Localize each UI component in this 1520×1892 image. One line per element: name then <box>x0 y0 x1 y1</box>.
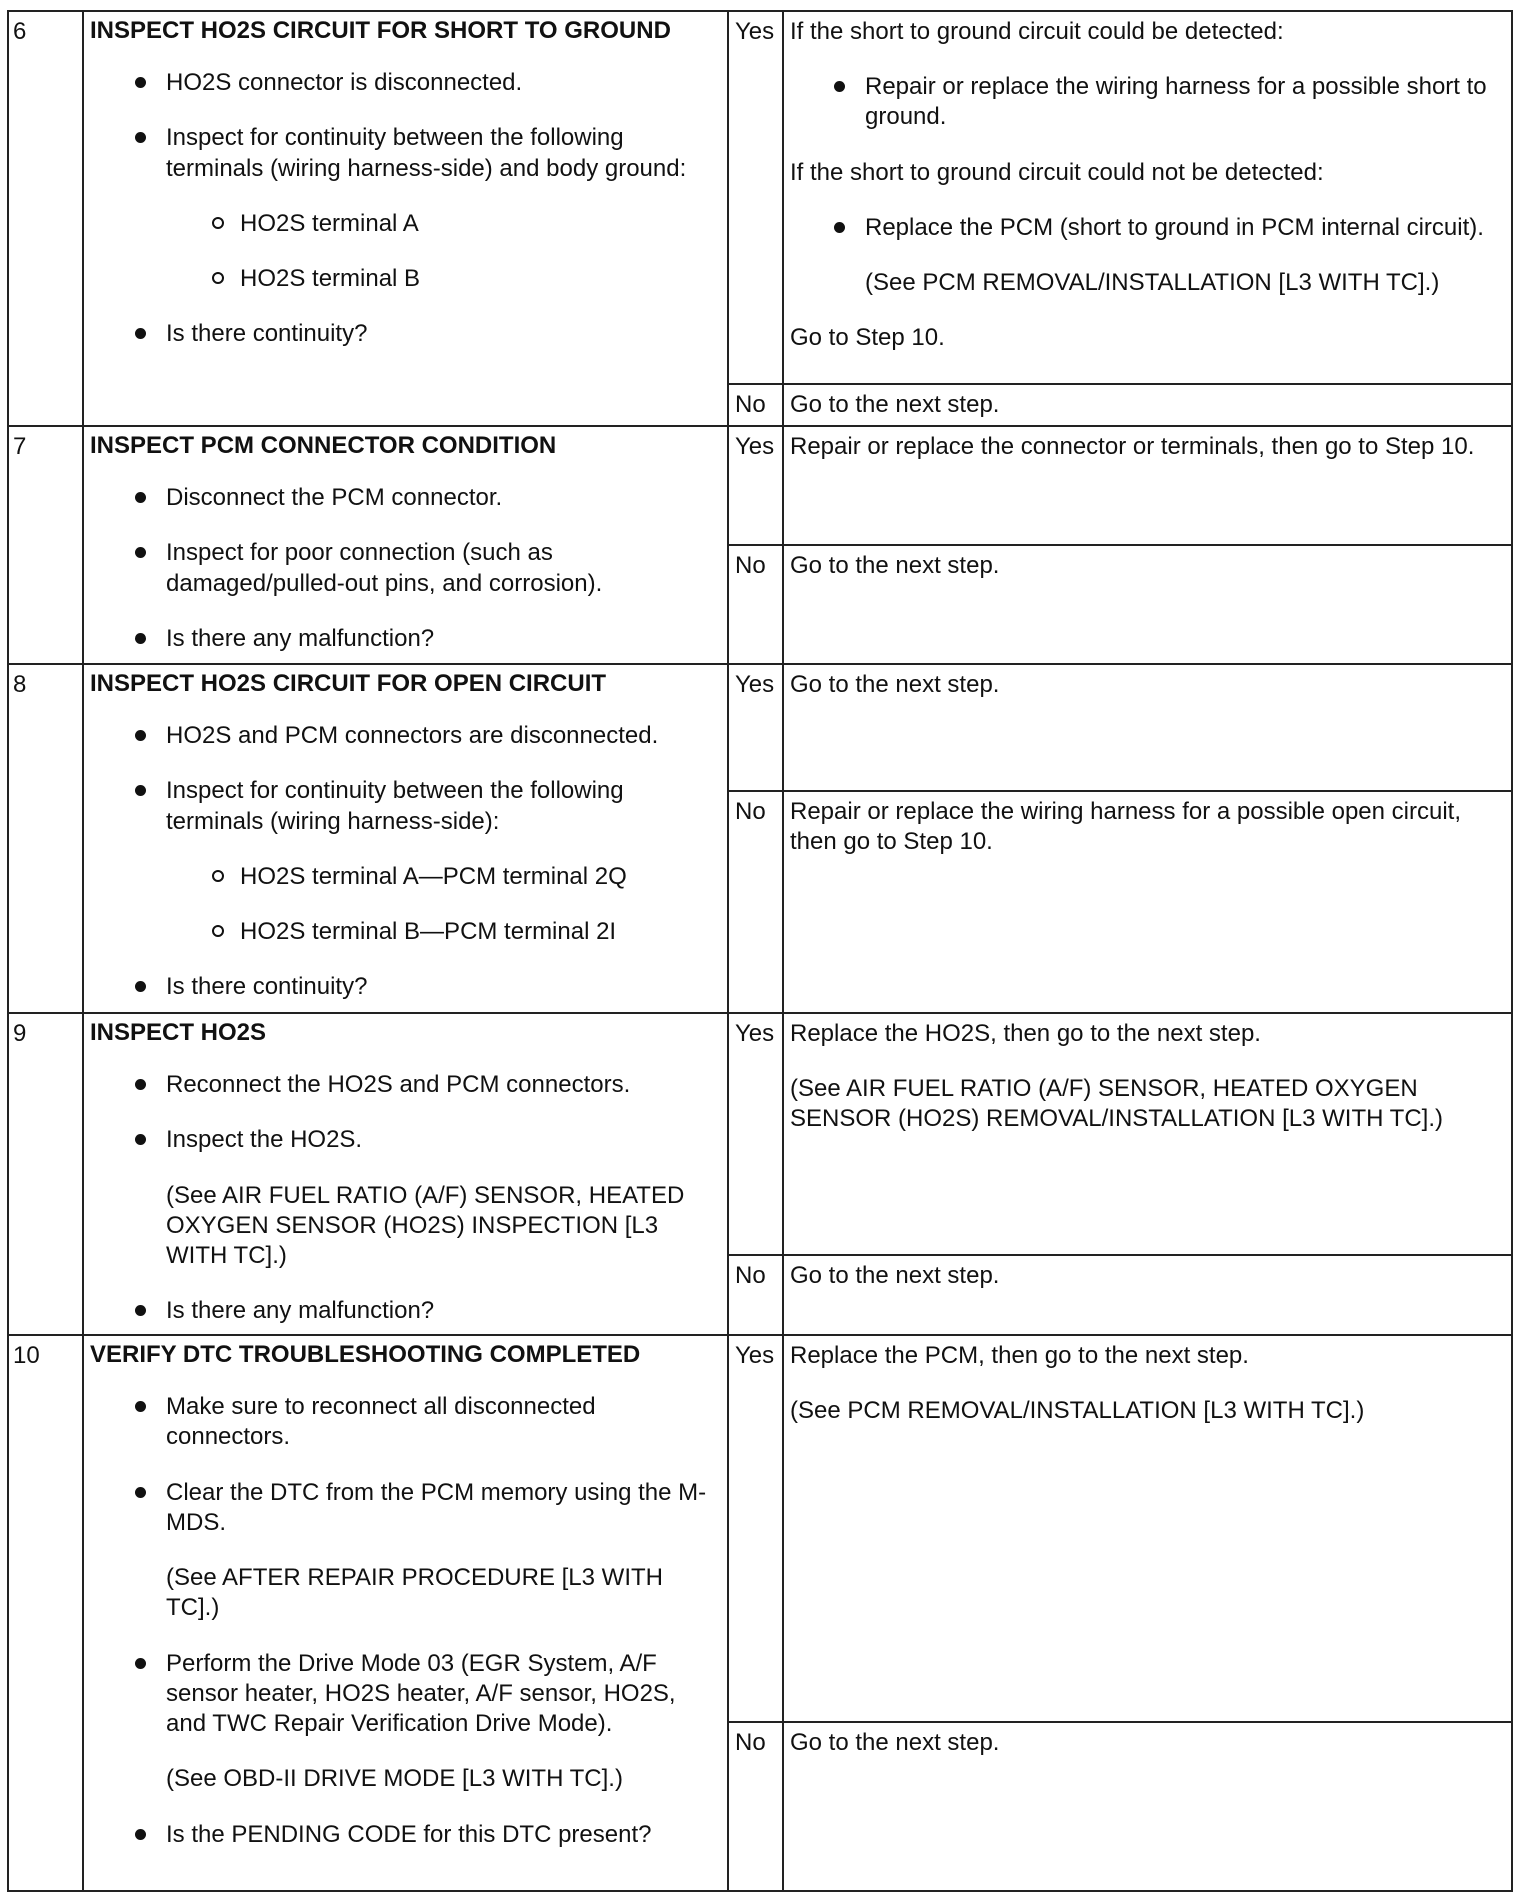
step-8-no-result: Repair or replace the wiring harness for a possible open circuit, then go to Step 10. <box>783 791 1512 1013</box>
step-10-yes-label: Yes <box>728 1335 783 1722</box>
step-10-number: 10 <box>8 1335 83 1891</box>
step-9-yes-row <box>8 1013 1512 1255</box>
step-6-yes-bullet-1: Repair or replace the wiring harness for a possible short to ground. <box>790 72 1505 132</box>
step-10-bullet-3: Perform the Drive Mode 03 (EGR System, A/F sensor heater, HO2S heater, A/F sensor, HO2S, and TWC Repair Verification Drive Mode). <box>90 1649 721 1740</box>
step-10-bullet-1: Make sure to reconnect all disconnected connectors. <box>90 1392 721 1452</box>
step-8-no-label: No <box>728 791 783 1013</box>
step-8-yes-result: Go to the next step. <box>783 664 1512 791</box>
step-6-yes-para-3: Go to Step 10. <box>790 324 945 352</box>
step-9-note: (See AIR FUEL RATIO (A/F) SENSOR, HEATED OXYGEN SENSOR (HO2S) INSPECTION [L3 WITH TC].) <box>166 1181 685 1270</box>
step-10-yes-row <box>8 1335 1512 1722</box>
step-9-bullet-2: Inspect the HO2S. <box>90 1125 721 1155</box>
step-6-yes-bullet-2: Replace the PCM (short to ground in PCM internal circuit). <box>790 213 1505 243</box>
step-6-number: 6 <box>8 11 83 426</box>
step-7-yes-label: Yes <box>728 426 783 545</box>
step-6-yes-note: (See PCM REMOVAL/INSTALLATION [L3 WITH TC].) <box>865 269 1440 297</box>
step-8-yes-row <box>8 664 1512 791</box>
step-7-title: INSPECT PCM CONNECTOR CONDITION <box>90 432 557 459</box>
step-10-note-1: (See AFTER REPAIR PROCEDURE [L3 WITH TC].) <box>166 1564 663 1622</box>
step-9-no-label: No <box>728 1255 783 1335</box>
step-7-no-label: No <box>728 545 783 664</box>
step-8-title: INSPECT HO2S CIRCUIT FOR OPEN CIRCUIT <box>90 670 607 697</box>
step-10-yes-para: Replace the PCM, then go to the next step. <box>790 1342 1249 1369</box>
step-7-no-result: Go to the next step. <box>783 545 1512 664</box>
step-6-title: INSPECT HO2S CIRCUIT FOR SHORT TO GROUND <box>90 17 671 44</box>
step-9-bullet-3: Is there any malfunction? <box>90 1296 721 1326</box>
step-10-no-label: No <box>728 1722 783 1891</box>
step-7-yes-row <box>8 426 1512 545</box>
step-7-bullet-2: Inspect for poor connection (such as damaged/pulled-out pins, and corrosion). <box>90 538 721 598</box>
step-9-bullet-1: Reconnect the HO2S and PCM connectors. <box>90 1070 721 1100</box>
step-8-yes-label: Yes <box>728 664 783 791</box>
step-9-yes-label: Yes <box>728 1013 783 1255</box>
step-10-title: VERIFY DTC TROUBLESHOOTING COMPLETED <box>90 1341 641 1368</box>
step-9-action <box>83 1013 728 1335</box>
step-9-title: INSPECT HO2S <box>90 1019 267 1046</box>
step-6-yes-label: Yes <box>728 11 783 384</box>
step-6-sub-1: HO2S terminal A <box>90 209 721 239</box>
step-9-yes-para: Replace the HO2S, then go to the next step. <box>790 1020 1261 1047</box>
step-8-action <box>83 664 728 1013</box>
step-8-bullet-1: HO2S and PCM connectors are disconnected. <box>90 721 721 751</box>
step-10-bullet-4: Is the PENDING CODE for this DTC present? <box>90 1820 721 1850</box>
step-6-no-label: No <box>728 384 783 426</box>
step-8-sub-1: HO2S terminal A—PCM terminal 2Q <box>90 862 721 892</box>
step-6-yes-result <box>783 11 1512 384</box>
step-6-yes-para-1: If the short to ground circuit could be detected: <box>790 18 1284 45</box>
step-10-action <box>83 1335 728 1891</box>
step-7-action <box>83 426 728 664</box>
step-6-no-result: Go to the next step. <box>783 384 1512 426</box>
step-8-bullet-2: Inspect for continuity between the following terminals (wiring harness-side): <box>90 776 721 836</box>
troubleshooting-table <box>7 10 1513 1892</box>
step-9-yes-note: (See AIR FUEL RATIO (A/F) SENSOR, HEATED OXYGEN SENSOR (HO2S) REMOVAL/INSTALLATION [L3 WITH TC].) <box>790 1075 1443 1133</box>
step-10-bullet-2: Clear the DTC from the PCM memory using the M-MDS. <box>90 1478 721 1538</box>
step-9-no-result: Go to the next step. <box>783 1255 1512 1335</box>
step-8-number: 8 <box>8 664 83 1013</box>
step-7-yes-result: Repair or replace the connector or terminals, then go to Step 10. <box>783 426 1512 545</box>
step-6-bullet-2: Inspect for continuity between the following terminals (wiring harness-side) and body ground: <box>90 123 721 183</box>
step-10-note-2: (See OBD-II DRIVE MODE [L3 WITH TC].) <box>166 1765 623 1793</box>
step-7-number: 7 <box>8 426 83 664</box>
step-10-yes-result <box>783 1335 1512 1722</box>
step-7-bullet-3: Is there any malfunction? <box>90 624 721 654</box>
step-6-bullet-3: Is there continuity? <box>90 319 721 349</box>
step-8-bullet-3: Is there continuity? <box>90 972 721 1002</box>
step-6-yes-row <box>8 11 1512 384</box>
step-10-no-result: Go to the next step. <box>783 1722 1512 1891</box>
step-6-sub-2: HO2S terminal B <box>90 264 721 294</box>
step-7-bullet-1: Disconnect the PCM connector. <box>90 483 721 513</box>
step-6-yes-para-2: If the short to ground circuit could not be detected: <box>790 158 1324 186</box>
step-9-number: 9 <box>8 1013 83 1335</box>
step-9-yes-result <box>783 1013 1512 1255</box>
step-6-bullet-1: HO2S connector is disconnected. <box>90 68 721 98</box>
step-6-action <box>83 11 728 426</box>
step-10-yes-note: (See PCM REMOVAL/INSTALLATION [L3 WITH TC].) <box>790 1397 1365 1425</box>
step-8-sub-2: HO2S terminal B—PCM terminal 2I <box>90 917 721 947</box>
